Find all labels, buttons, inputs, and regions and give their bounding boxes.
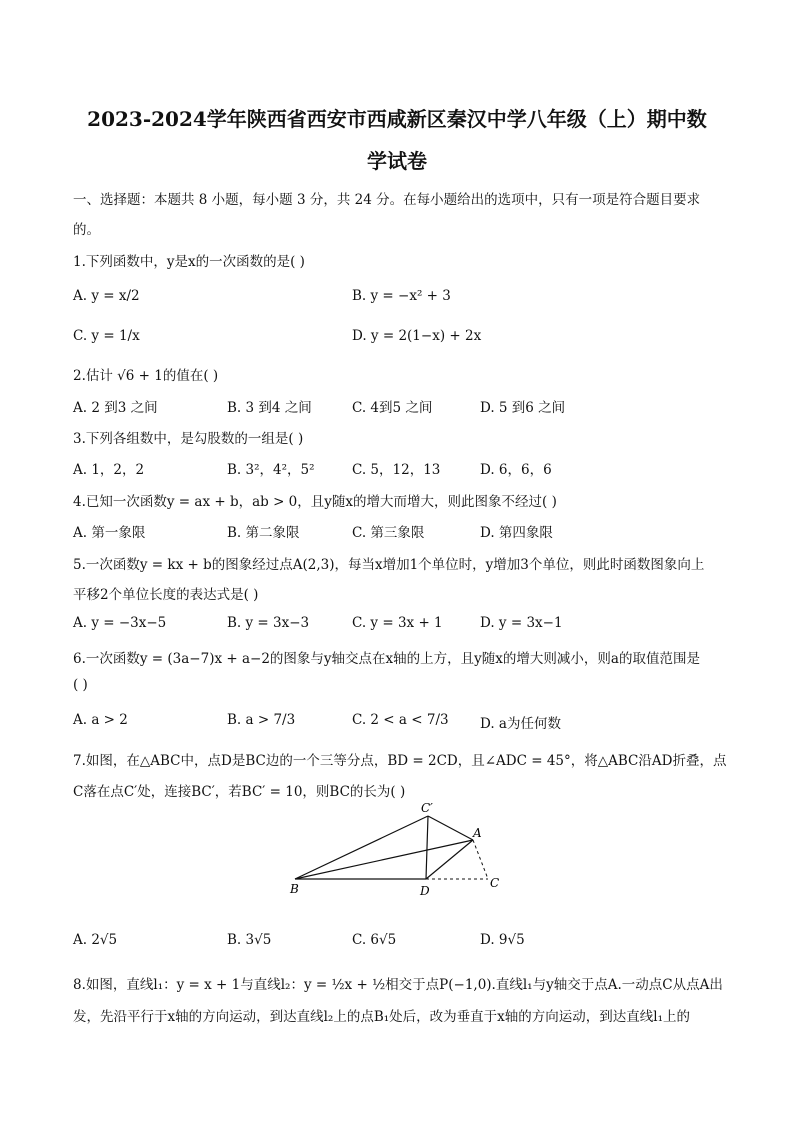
question-1-option-d: D. y = 2(1−x) + 2x <box>352 328 482 344</box>
question-4-stem: 4.已知一次函数y = ax + b，ab > 0，且y随x的增大而增大，则此图象不经过( ) <box>73 494 557 510</box>
label-c: C <box>490 876 500 890</box>
question-6-stem-line-2: ( ) <box>73 677 88 693</box>
question-7-option-d: D. 9√5 <box>480 932 525 948</box>
question-7-option-a: A. 2√5 <box>73 932 118 948</box>
question-8-stem-line-2: 发，先沿平行于x轴的方向运动，到达直线l₂上的点B₁处后，改为垂直于x轴的方向运动，到达直线l₁上的 <box>73 1009 691 1025</box>
question-1-option-b: B. y = −x² + 3 <box>352 288 451 304</box>
label-d: D <box>420 884 430 898</box>
question-6-stem-line-1: 6.一次函数y = (3a−7)x + a−2的图象与y轴交点在x轴的上方，且y随x的增大则减小，则a的取值范围是 <box>73 651 700 667</box>
question-7-stem-line-2: C落在点C′处，连接BC′，若BC′ = 10，则BC的长为( ) <box>73 784 406 800</box>
section-heading-line-1: 一、选择题：本题共 8 小题，每小题 3 分，共 24 分。在每小题给出的选项中，只有一项是符合题目要求 <box>73 192 701 208</box>
question-2-option-a: A. 2 到3 之间 <box>73 400 158 416</box>
question-5-option-a: A. y = −3x−5 <box>73 615 167 631</box>
question-7-option-c: C. 6√5 <box>352 932 397 948</box>
segment-a-d <box>426 840 473 879</box>
segment-a-c-dashed <box>473 840 488 879</box>
question-6-option-b: B. a > 7/3 <box>227 712 296 728</box>
question-5-option-b: B. y = 3x−3 <box>227 615 310 631</box>
question-4-option-a: A. 第一象限 <box>73 525 146 541</box>
label-cprime: C′ <box>421 801 433 815</box>
question-2-option-b: B. 3 到4 之间 <box>227 400 312 416</box>
segment-cprime-a <box>428 816 473 840</box>
section-heading-line-2: 的。 <box>73 222 100 238</box>
question-4-option-c: C. 第三象限 <box>352 525 425 541</box>
question-2-stem: 2.估计 √6 + 1的值在( ) <box>73 368 219 384</box>
segment-b-a <box>295 840 473 879</box>
exam-title-line-2: 学试卷 <box>367 149 427 173</box>
question-2-option-d: D. 5 到6 之间 <box>480 400 566 416</box>
question-3-option-a: A. 1，2，2 <box>73 462 145 478</box>
segment-b-cprime <box>295 816 428 879</box>
label-b: B <box>290 882 299 896</box>
label-a: A <box>473 826 482 840</box>
triangle-fold-figure <box>280 800 520 900</box>
question-4-option-b: B. 第二象限 <box>227 525 300 541</box>
question-5-option-d: D. y = 3x−1 <box>480 615 563 631</box>
question-1-option-a: A. y = x/2 <box>73 288 140 304</box>
question-5-stem-line-1: 5.一次函数y = kx + b的图象经过点A(2,3)，每当x增加1个单位时，y增加3个单位，则此时函数图象向上 <box>73 557 705 573</box>
question-6-option-a: A. a > 2 <box>73 712 128 728</box>
question-4-option-d: D. 第四象限 <box>480 525 553 541</box>
question-6-option-d: D. a为任何数 <box>480 716 561 732</box>
exam-title-line-1: 2023-2024学年陕西省西安市西咸新区秦汉中学八年级（上）期中数 <box>87 107 707 131</box>
question-1-stem: 1.下列函数中，y是x的一次函数的是( ) <box>73 254 305 270</box>
question-6-option-c: C. 2 < a < 7/3 <box>352 712 449 728</box>
question-1-option-c: C. y = 1/x <box>73 328 140 344</box>
question-5-stem-line-2: 平移2个单位长度的表达式是( ) <box>73 587 259 603</box>
question-8-stem-line-1: 8.如图，直线l₁：y = x + 1与直线l₂：y = ½x + ½相交于点P(−1,0).直线l₁与y轴交于点A.一动点C从点A出 <box>73 977 723 993</box>
question-3-option-b: B. 3²，4²，5² <box>227 462 315 478</box>
question-3-stem: 3.下列各组数中，是勾股数的一组是( ) <box>73 431 304 447</box>
question-3-option-c: C. 5，12，13 <box>352 462 441 478</box>
question-5-option-c: C. y = 3x + 1 <box>352 615 443 631</box>
question-3-option-d: D. 6，6，6 <box>480 462 552 478</box>
question-2-option-c: C. 4到5 之间 <box>352 400 433 416</box>
question-7-stem-line-1: 7.如图，在△ABC中，点D是BC边的一个三等分点，BD = 2CD，且∠ADC = 45°，将△ABC沿AD折叠，点 <box>73 753 727 769</box>
segment-cprime-d <box>426 816 428 879</box>
question-7-option-b: B. 3√5 <box>227 932 272 948</box>
